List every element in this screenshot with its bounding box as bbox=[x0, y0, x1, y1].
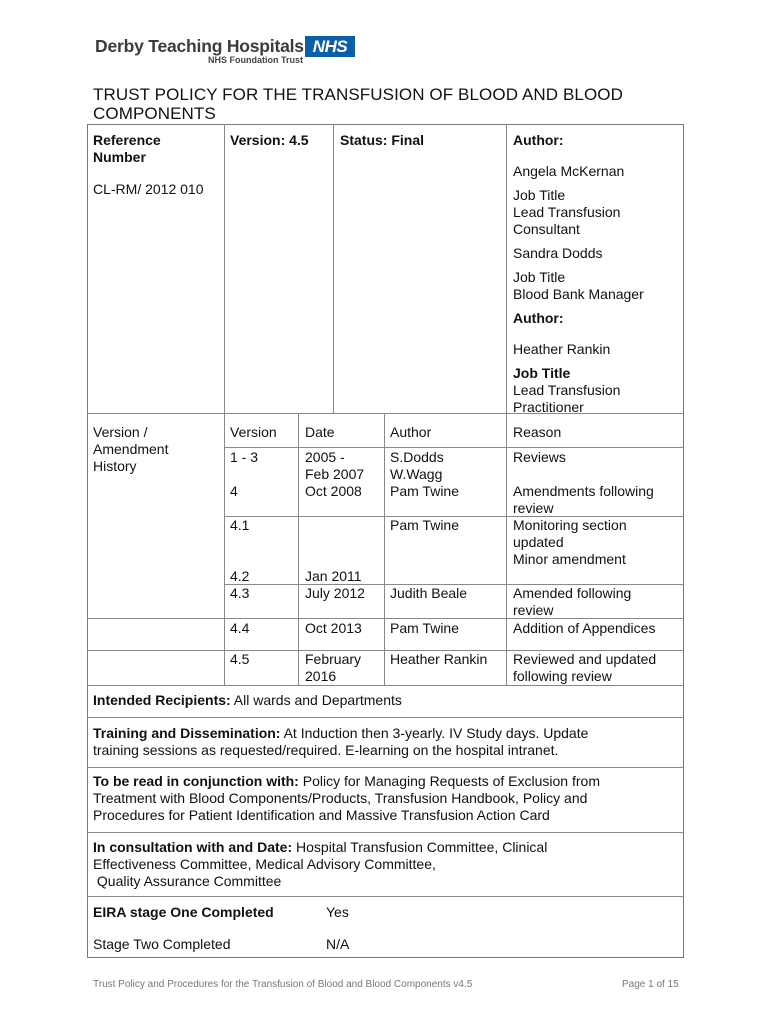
history-date: Feb 2007 bbox=[305, 466, 365, 482]
job-title-label: Job Title bbox=[513, 187, 566, 203]
reference-label: Reference bbox=[93, 132, 161, 148]
divider bbox=[87, 896, 684, 897]
history-reason: Reviewed and updated bbox=[513, 651, 657, 667]
divider bbox=[224, 124, 225, 685]
read-in-conjunction-text: Treatment with Blood Components/Products, Transfusion Handbook, Policy and bbox=[93, 790, 588, 806]
author-name: Heather Rankin bbox=[513, 341, 611, 357]
history-version: 4.1 bbox=[230, 517, 250, 533]
read-in-conjunction-text: Procedures for Patient Identification and Massive Transfusion Action Card bbox=[93, 807, 550, 823]
history-date: Oct 2008 bbox=[305, 483, 362, 499]
history-date: 2005 - bbox=[305, 449, 345, 465]
reference-number: CL-RM/ 2012 010 bbox=[93, 181, 204, 197]
history-version: 4.3 bbox=[230, 585, 250, 601]
read-in-conjunction: To be read in conjunction with: Policy for Managing Requests of Exclusion from bbox=[93, 773, 600, 789]
history-label: Version / bbox=[93, 424, 148, 440]
history-reason: updated bbox=[513, 534, 564, 550]
history-author: W.Wagg bbox=[390, 466, 443, 482]
page-number: Page 1 of 15 bbox=[622, 979, 679, 990]
history-reason: Monitoring section bbox=[513, 517, 627, 533]
history-reason: review bbox=[513, 602, 554, 618]
logo-subtitle: NHS Foundation Trust bbox=[208, 55, 303, 65]
logo-name: Derby Teaching Hospitals bbox=[95, 36, 304, 56]
history-date: February bbox=[305, 651, 362, 667]
eira-stage-two-label: Stage Two Completed bbox=[93, 936, 231, 952]
job-title: Practitioner bbox=[513, 399, 584, 415]
history-author: Pam Twine bbox=[390, 483, 459, 499]
divider bbox=[87, 767, 684, 768]
history-version: 4 bbox=[230, 483, 238, 499]
job-title-label: Job Title bbox=[513, 365, 571, 381]
history-author: Judith Beale bbox=[390, 585, 468, 601]
divider bbox=[87, 832, 684, 833]
eira-stage-one-value: Yes bbox=[326, 904, 349, 920]
eira-stage-one-label: EIRA stage One Completed bbox=[93, 904, 274, 920]
history-version: 4.2 bbox=[230, 568, 250, 584]
divider bbox=[87, 685, 684, 686]
history-date: July 2012 bbox=[305, 585, 365, 601]
author-label: Author: bbox=[513, 310, 564, 326]
divider bbox=[87, 413, 684, 414]
history-author: Heather Rankin bbox=[390, 651, 488, 667]
training-dissemination: Training and Dissemination: At Induction then 3-yearly. IV Study days. Update bbox=[93, 725, 589, 741]
history-version: 4.5 bbox=[230, 651, 250, 667]
job-title: Blood Bank Manager bbox=[513, 286, 644, 302]
column-header: Reason bbox=[513, 424, 562, 440]
consultation-text: Effectiveness Committee, Medical Advisory Committee, bbox=[93, 856, 436, 872]
divider bbox=[87, 717, 684, 718]
history-version: 1 - 3 bbox=[230, 449, 259, 465]
divider bbox=[506, 124, 507, 685]
job-title: Lead Transfusion bbox=[513, 382, 621, 398]
reference-label: Number bbox=[93, 149, 146, 165]
column-header: Date bbox=[305, 424, 335, 440]
history-reason: review bbox=[513, 500, 554, 516]
history-date: 2016 bbox=[305, 668, 337, 684]
history-label: History bbox=[93, 458, 137, 474]
column-header: Version bbox=[230, 424, 277, 440]
history-author: S.Dodds bbox=[390, 449, 444, 465]
nhs-badge: NHS bbox=[305, 36, 355, 57]
training-dissemination-text: training sessions as requested/required. E-learning on the hospital intranet. bbox=[93, 742, 559, 758]
author-label: Author: bbox=[513, 132, 564, 148]
author-name: Angela McKernan bbox=[513, 163, 625, 179]
history-reason: Reviews bbox=[513, 449, 566, 465]
divider bbox=[224, 447, 684, 448]
consultation-text: Quality Assurance Committee bbox=[93, 873, 282, 889]
column-header: Author bbox=[390, 424, 432, 440]
intended-recipients: Intended Recipients: All wards and Departments bbox=[93, 692, 402, 708]
history-author: Pam Twine bbox=[390, 517, 459, 533]
version-field: Version: 4.5 bbox=[230, 132, 309, 148]
history-reason: Addition of Appendices bbox=[513, 620, 656, 636]
history-reason: Amendments following bbox=[513, 483, 654, 499]
history-reason: Amended following bbox=[513, 585, 632, 601]
history-reason: Minor amendment bbox=[513, 551, 626, 567]
job-title: Consultant bbox=[513, 221, 580, 237]
history-version: 4.4 bbox=[230, 620, 250, 636]
divider bbox=[298, 413, 299, 685]
history-date: Jan 2011 bbox=[305, 568, 362, 584]
history-author: Pam Twine bbox=[390, 620, 459, 636]
history-label: Amendment bbox=[93, 441, 169, 457]
divider bbox=[384, 413, 385, 685]
history-date: Oct 2013 bbox=[305, 620, 362, 636]
divider bbox=[87, 618, 684, 619]
author-name: Sandra Dodds bbox=[513, 245, 603, 261]
job-title: Lead Transfusion bbox=[513, 204, 621, 220]
job-title-label: Job Title bbox=[513, 269, 566, 285]
page-title: TRUST POLICY FOR THE TRANSFUSION OF BLOOD AND BLOOD COMPONENTS bbox=[93, 85, 623, 123]
history-reason: following review bbox=[513, 668, 612, 684]
status-field: Status: Final bbox=[340, 132, 425, 148]
footer-document-title: Trust Policy and Procedures for the Transfusion of Blood and Blood Components v4.5 bbox=[93, 979, 473, 990]
divider bbox=[333, 124, 334, 413]
consultation: In consultation with and Date: Hospital Transfusion Committee, Clinical bbox=[93, 839, 548, 855]
eira-stage-two-value: N/A bbox=[326, 936, 350, 952]
